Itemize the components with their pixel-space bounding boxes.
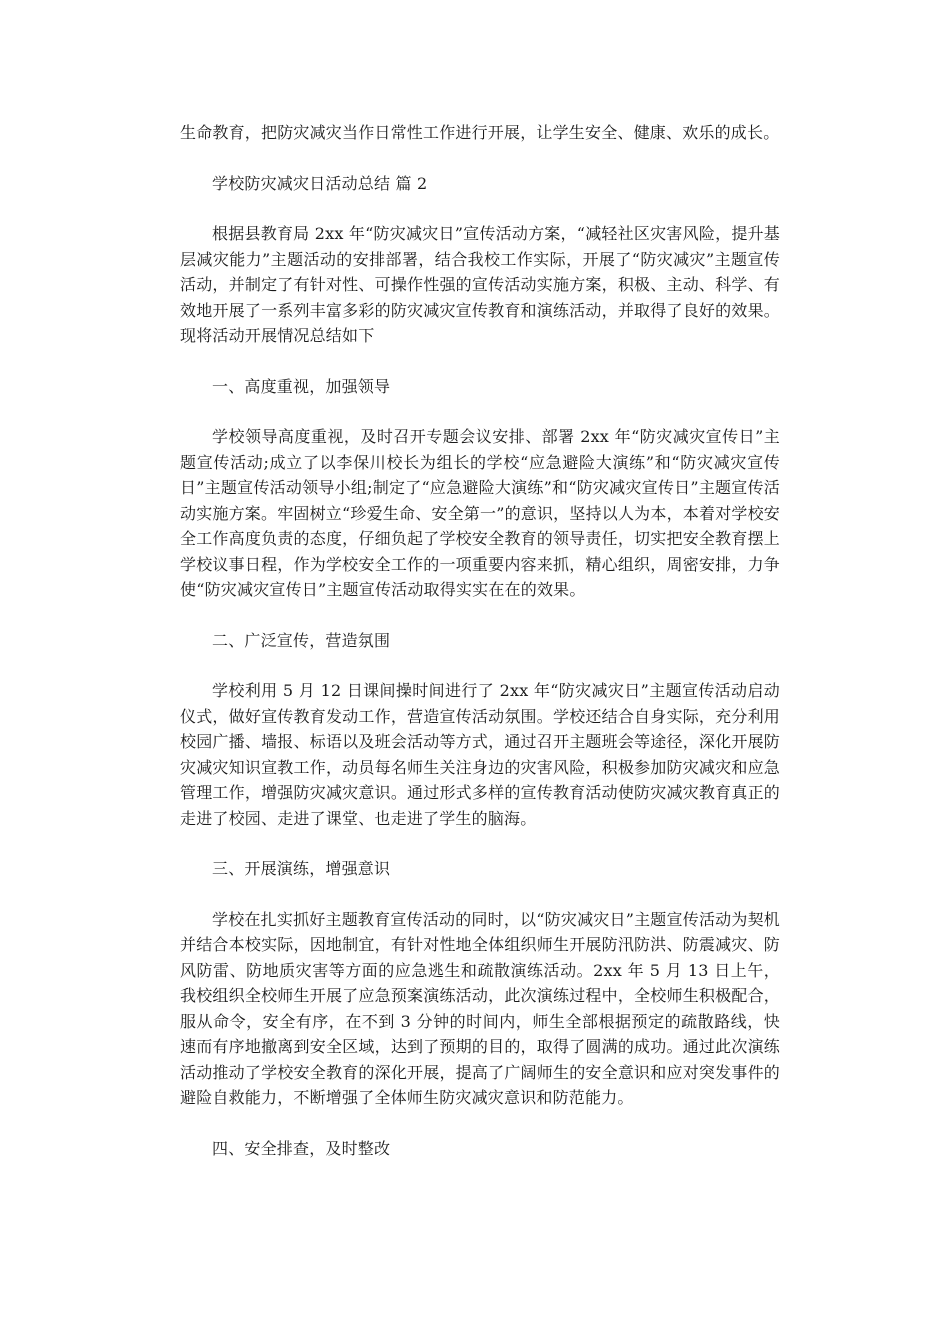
heading-1: 一、高度重视，加强领导 [212, 376, 391, 396]
paragraph-3: 学校在扎实抓好主题教育宣传活动的同时，以“防灾减灾日”主题宣传活动为契机并结合本校实际，因地制宜，有针对性地全体组织师生开展防汛防洪、防震减灾、防风防雷、防地质灾害等方面的应急逃生和疏散演练活动。2xx 年 5 月 13 日上午，我校组织全校师生开展了应急预案演练活动，此次演练过程中，全校师生积极配合，服从命令，安全有序，在不到 3 分钟的时间内，师生全部根据预定的疏散路线，快速而有序地撤离到安全区域，达到了预期的目的，取得了圆满的成功。通过此次演练活动推动了学校安全教育的深化开展，提高了广阔师生的安全意识和应对突发事件的避险自救能力，不断增强了全体师生防灾减灾意识和防范能力。 [180, 909, 780, 1107]
heading-4: 四、安全排查，及时整改 [212, 1138, 391, 1158]
paragraph-1: 学校领导高度重视，及时召开专题会议安排、部署 2xx 年“防灾减灾宣传日”主题宣传活动;成立了以李保川校长为组长的学校“应急避险大演练”和“防灾减灾宣传日”主题宣传活动领导小组;制定了“应急避险大演练”和“防灾减灾宣传日”主题宣传活动实施方案。牢固树立“珍爱生命、安全第一”的意识，坚持以人为本，本着对学校安全工作高度负责的态度，仔细负起了学校安全教育的领导责任，切实把安全教育摆上学校议事日程，作为学校安全工作的一项重要内容来抓，精心组织，周密安排，力争使“防灾减灾宣传日”主题宣传活动取得实实在在的效果。 [180, 427, 780, 599]
heading-2: 二、广泛宣传，营造氛围 [212, 630, 391, 650]
heading-3: 三、开展演练，增强意识 [212, 859, 391, 878]
document-body [180, 120, 780, 1186]
intro-paragraph: 生命教育，把防灾减灾当作日常性工作进行开展，让学生安全、健康、欢乐的成长。 [180, 123, 780, 142]
paragraph-intro: 根据县教育局 2xx 年“防灾减灾日”宣传活动方案，“减轻社区灾害风险，提升基层减灾能力”主题活动的安排部署，结合我校工作实际，开展了“防灾减灾”主题宣传活动，并制定了有针对性、可操作性强的宣传活动实施方案，积极、主动、科学、有效地开展了一系列丰富多彩的防灾减灾宣传教育和演练活动，并取得了良好的效果。现将活动开展情况总结如下 [180, 224, 780, 345]
section-title: 学校防灾减灾日活动总结 篇 2 [212, 173, 428, 193]
paragraph-2: 学校利用 5 月 12 日课间操时间进行了 2xx 年“防灾减灾日”主题宣传活动启动仪式，做好宣传教育发动工作，营造宣传活动氛围。学校还结合自身实际，充分利用校园广播、墙报、标语以及班会活动等方式，通过召开主题班会等途径，深化开展防灾减灾知识宣教工作，动员每名师生关注身边的灾害风险，积极参加防灾减灾和应急管理工作，增强防灾减灾意识。通过形式多样的宣传教育活动使防灾减灾教育真正的走进了校园、走进了课堂、也走进了学生的脑海。 [180, 681, 780, 828]
